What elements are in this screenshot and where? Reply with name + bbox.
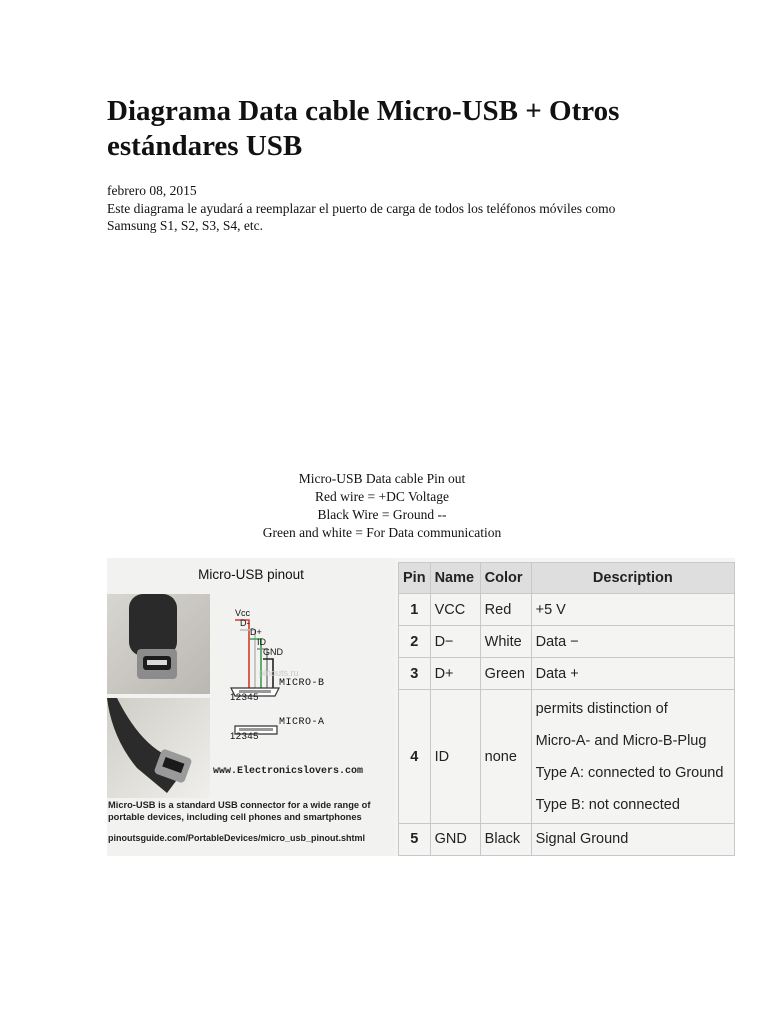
header-description: Description [531, 563, 734, 594]
caption-line: Red wire = +DC Voltage [315, 489, 449, 504]
micro-a-pin-numbers: 12345 [230, 731, 259, 742]
caption-line: Micro-USB Data cable Pin out [298, 471, 466, 486]
description-line: Type B: not connected [535, 796, 680, 813]
cell-name: VCC [430, 594, 480, 626]
id-wire-label: ID [257, 637, 266, 647]
cell-description: +5 V [531, 594, 734, 626]
cell-color: Red [480, 594, 531, 626]
cell-pin: 4 [399, 690, 431, 824]
cell-pin: 5 [399, 823, 431, 855]
micro-usb-pinout-figure [107, 558, 735, 856]
cell-description [531, 690, 734, 824]
cell-name: ID [430, 690, 480, 824]
cell-color: White [480, 626, 531, 658]
cell-color: Black [480, 823, 531, 855]
d-minus-wire-label: D- [240, 618, 250, 628]
post-title: Diagrama Data cable Micro-USB + Otros estándares USB [107, 95, 620, 162]
cell-description: Signal Ground [531, 823, 734, 855]
watermark: pinouts.ru [259, 668, 299, 678]
header-pin: Pin [399, 563, 431, 594]
caption-line: Black Wire = Ground -- [317, 507, 447, 522]
header-color: Color [480, 563, 531, 594]
caption-line: Green and white = For Data communication [262, 525, 502, 540]
micro-b-label: MICRO-B [279, 678, 325, 689]
description-line: Type A: connected to Ground [535, 764, 724, 781]
post-intro: Este diagrama le ayudará a reemplazar el puerto de carga de todos los teléfonos móviles como Samsung S1, S2, S3, S4, etc. [107, 201, 616, 233]
table-row [399, 594, 735, 626]
image-caption [107, 470, 657, 542]
cell-name: GND [430, 823, 480, 855]
micro-b-pin-numbers: 12345 [230, 692, 259, 703]
cell-name: D+ [430, 658, 480, 690]
header-name: Name [430, 563, 480, 594]
table-row [399, 823, 735, 855]
cell-description: Data + [531, 658, 734, 690]
micro-usb-note: Micro-USB is a standard USB connector for a wide range of portable devices, including cell phones and smartphones [108, 800, 371, 822]
pinout-table [398, 562, 735, 856]
gnd-wire-label: GND [263, 647, 283, 657]
cell-description: Data − [531, 626, 734, 658]
micro-b-plug-photo [107, 594, 210, 694]
cell-color: none [480, 690, 531, 824]
cell-pin: 3 [399, 658, 431, 690]
pinout-illustration [107, 558, 395, 856]
cell-pin: 1 [399, 594, 431, 626]
table-row [399, 658, 735, 690]
description-line: Micro-A- and Micro-B-Plug [535, 732, 707, 749]
d-plus-wire-label: D+ [250, 627, 262, 637]
illustration-title: Micro-USB pinout [198, 567, 304, 582]
source-url: pinoutsguide.com/PortableDevices/micro_usb_pinout.shtml [108, 833, 366, 843]
table-row [399, 626, 735, 658]
cell-color: Green [480, 658, 531, 690]
post-date: febrero 08, 2015 [107, 183, 197, 198]
description-line: permits distinction of [535, 700, 668, 717]
micro-a-plug-photo [107, 698, 210, 798]
cell-pin: 2 [399, 626, 431, 658]
cell-name: D− [430, 626, 480, 658]
micro-a-label: MICRO-A [279, 717, 325, 728]
site-credit: www.Electronicslovers.com [213, 766, 364, 777]
table-header-row [399, 563, 735, 594]
vcc-wire-label: Vcc [235, 608, 251, 618]
table-row [399, 690, 735, 824]
